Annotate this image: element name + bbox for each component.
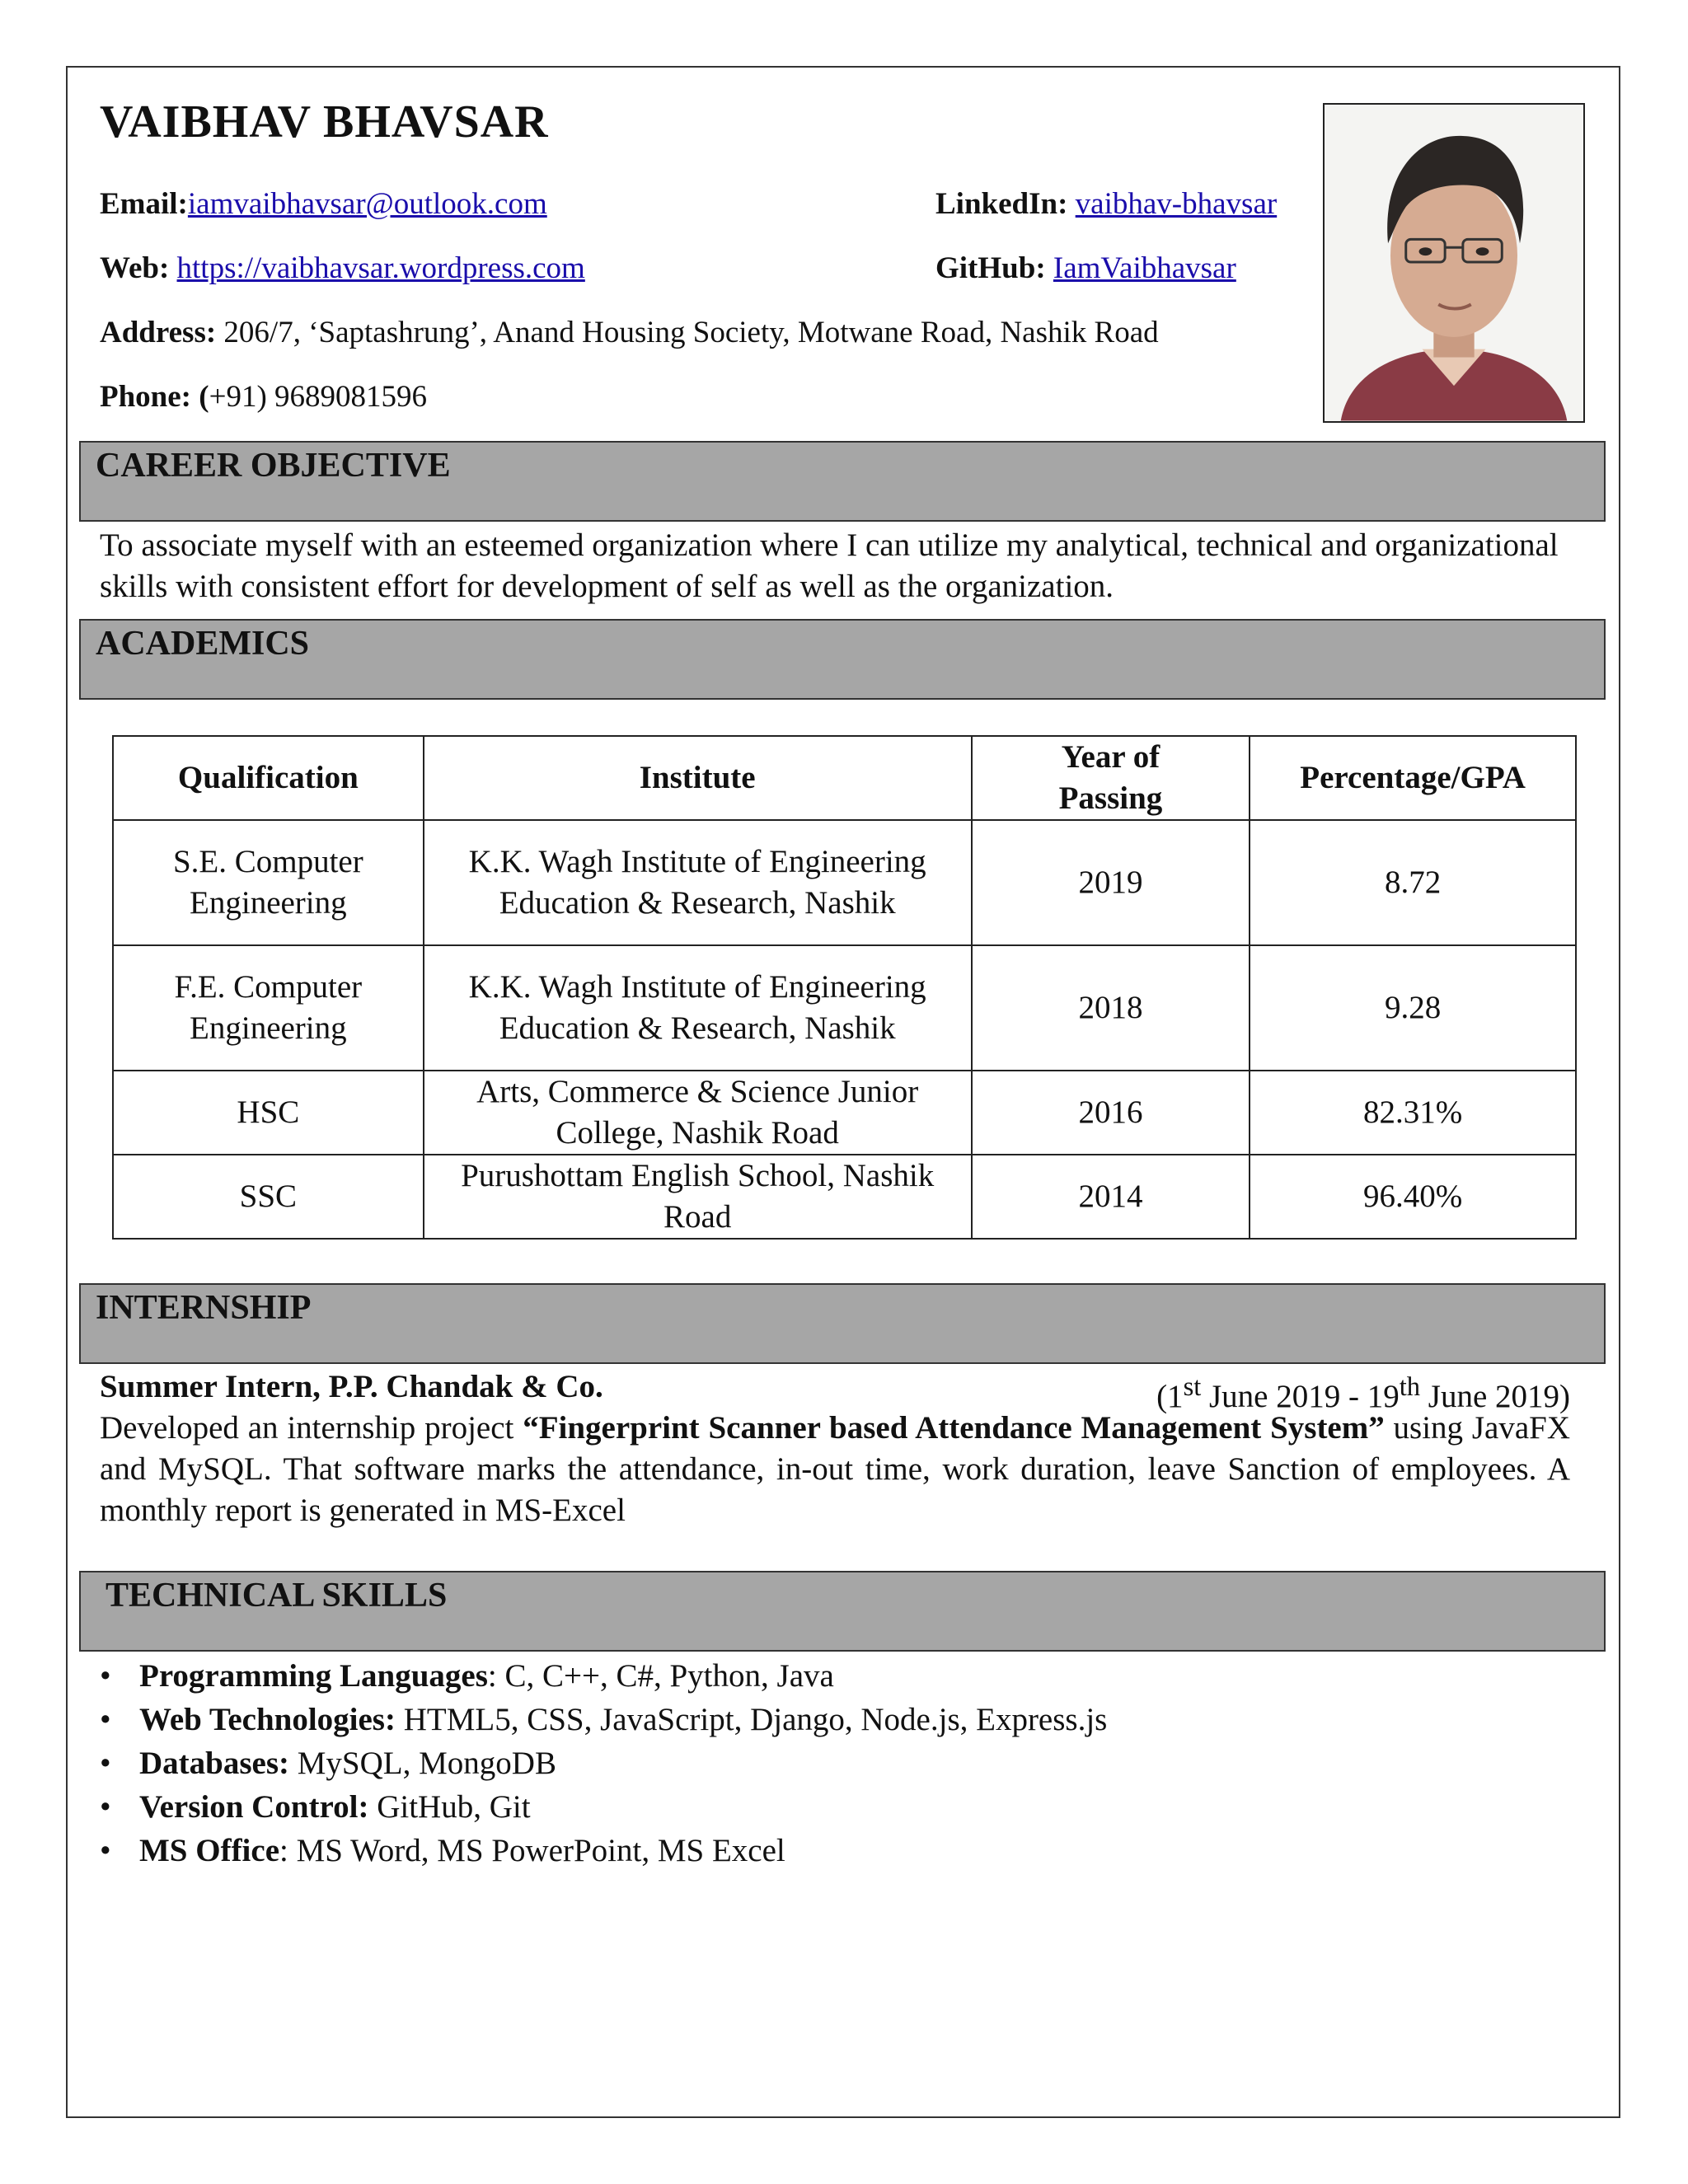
web-link[interactable]: https://vaibhavsar.wordpress.com [176,251,585,285]
section-title: CAREER OBJECTIVE [96,447,451,485]
phone-label: Phone: ( [100,380,209,414]
header-institute: Institute [424,736,972,820]
cell-year: 2014 [972,1155,1250,1239]
project-name: “Fingerprint Scanner based Attendance Management System” [523,1410,1385,1446]
list-item [100,1698,1107,1741]
skill-value: GitHub, Git [377,1789,531,1825]
section-title: TECHNICAL SKILLS [106,1577,448,1615]
section-technical-skills [79,1571,1606,1652]
cell-score: 8.72 [1250,820,1576,945]
header-qualification: Qualification [113,736,424,820]
section-internship [79,1283,1606,1364]
section-career-objective [79,441,1606,522]
cell-institute: Purushottam English School, Nashik Road [424,1155,972,1239]
table-row [113,1071,1576,1155]
skill-value: MySQL, MongoDB [297,1746,556,1781]
linkedin-link[interactable]: vaibhav-bhavsar [1075,187,1278,221]
section-title: ACADEMICS [96,625,310,663]
cell-qualification: SSC [113,1155,424,1239]
date-mid: June 2019 - 19 [1201,1379,1400,1414]
table-row [113,1155,1576,1239]
skill-sep [396,1702,404,1737]
cell-qualification: S.E. Computer Engineering [113,820,424,945]
cell-score: 9.28 [1250,945,1576,1071]
objective-text: To associate myself with an esteemed organization where I can utilize my analytical, technical and organizational skills with consistent effort for development of self as well as the organization. [100,527,1559,604]
phone-value: +91) 9689081596 [209,380,428,414]
desc-post: using JavaFX and MySQL. That software marks the attendance, in-out time, work duration, leave Sanction of employees. A monthly report is generated in MS-Excel [100,1410,1570,1528]
email-label: Email: [100,187,188,221]
cell-year: 2016 [972,1071,1250,1155]
person-photo-icon [1325,105,1583,421]
table-header-row [113,736,1576,820]
skill-label: Programming Languages [139,1658,488,1694]
list-item [100,1741,1107,1785]
skill-label: Web Technologies: [139,1702,396,1737]
list-item [100,1829,1107,1872]
skill-label: Version Control: [139,1789,369,1825]
cell-score: 96.40% [1250,1155,1576,1239]
skill-value: C, C++, C#, Python, Java [504,1658,834,1694]
header-year: Year of Passing [972,736,1250,820]
skill-sep [368,1789,377,1825]
address-value: 206/7, ‘Saptashrung’, Anand Housing Society, Motwane Road, Nashik Road [223,316,1159,349]
email-link[interactable]: iamvaibhavsar@outlook.com [187,187,547,221]
skill-label: MS Office [139,1833,280,1868]
skill-sep [289,1746,298,1781]
section-academics [79,619,1606,700]
cell-year: 2019 [972,820,1250,945]
date-sup-st: st [1183,1372,1202,1402]
skill-value: MS Word, MS PowerPoint, MS Excel [296,1833,785,1868]
section-title: INTERNSHIP [96,1289,312,1327]
cell-year: 2018 [972,945,1250,1071]
skills-list [100,1654,1107,1872]
skill-label: Databases: [139,1746,289,1781]
date-sup-th: th [1399,1372,1421,1402]
list-item [100,1785,1107,1829]
cell-institute: K.K. Wagh Institute of Engineering Education & Research, Nashik [424,945,972,1071]
address-line [100,317,1159,348]
web-label: Web: [100,251,170,285]
github-line [935,253,1236,284]
date-close: June 2019) [1420,1379,1570,1414]
skill-sep: : [487,1658,505,1694]
list-item [100,1654,1107,1698]
web-line [100,253,585,284]
address-label: Address: [100,316,217,349]
table-row [113,820,1576,945]
linkedin-line [935,189,1277,219]
internship-title: Summer Intern, P.P. Chandak & Co. [100,1369,603,1404]
date-open: (1 [1156,1379,1184,1414]
email-line [100,189,547,219]
skill-value: HTML5, CSS, JavaScript, Django, Node.js, Express.js [403,1702,1108,1737]
cell-institute: K.K. Wagh Institute of Engineering Education & Research, Nashik [424,820,972,945]
table-row [113,945,1576,1071]
academics-table [112,735,1577,1240]
internship-header [100,1366,1570,1414]
header-score: Percentage/GPA [1250,736,1576,820]
cell-qualification: HSC [113,1071,424,1155]
phone-line [100,382,427,412]
desc-pre: Developed an internship project [100,1410,523,1446]
cell-institute: Arts, Commerce & Science Junior College, Nashik Road [424,1071,972,1155]
github-link[interactable]: IamVaibhavsar [1053,251,1236,285]
cell-qualification: F.E. Computer Engineering [113,945,424,1071]
skill-sep: : [279,1833,297,1868]
internship-description [100,1408,1570,1531]
profile-photo [1323,103,1585,423]
github-label: GitHub: [935,251,1046,285]
cell-score: 82.31% [1250,1071,1576,1155]
linkedin-label: LinkedIn: [935,187,1068,221]
candidate-name: VAIBHAV BHAVSAR [100,96,549,148]
